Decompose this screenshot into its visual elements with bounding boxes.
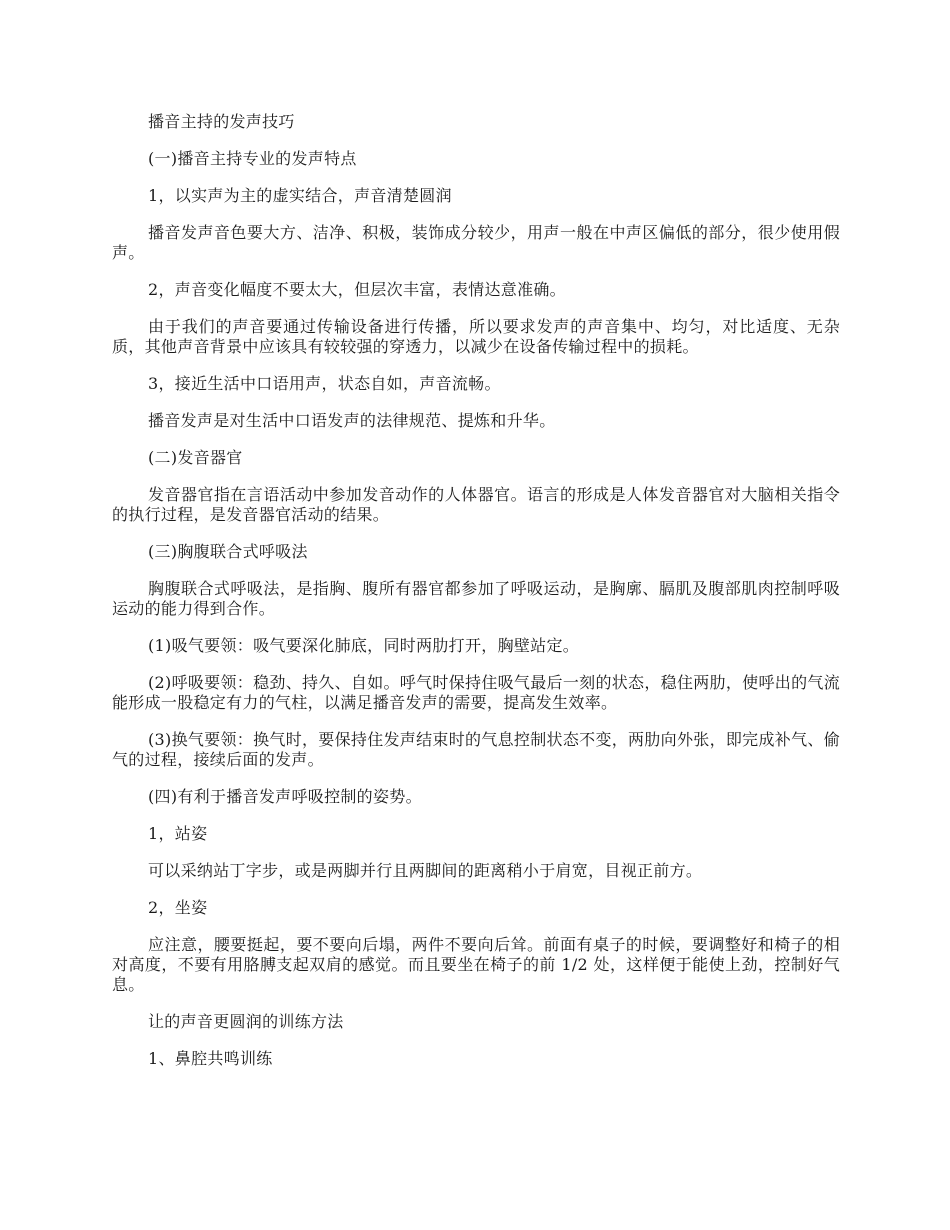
body-paragraph: 由于我们的声音要通过传输设备进行传播，所以要求发声的声音集中、均匀，对比适度、无杂质，其他声音背景中应该具有较较强的穿透力，以减少在设备传输过程中的损耗。	[112, 317, 840, 356]
section-heading: (三)胸腹联合式呼吸法	[148, 542, 308, 561]
subsection-heading: 2，声音变化幅度不要太大，但层次丰富，表情达意准确。	[148, 280, 566, 299]
document-page	[112, 112, 840, 1086]
list-item: (3)换气要领：换气时，要保持住发声结束时的气息控制状态不变，两肋向外张，即完成补气、偷气的过程，接续后面的发声。	[112, 730, 840, 769]
subsection-heading: 1、鼻腔共鸣训练	[148, 1049, 273, 1068]
body-paragraph: 应注意，腰要挺起，要不要向后塌，两件不要向后耸。前面有桌子的时候，要调整好和椅子的相对高度，不要有用胳膊支起双肩的感觉。而且要坐在椅子的前 1/2 处，这样便于能使上劲，控制好气息。	[112, 935, 840, 994]
section-heading: (一)播音主持专业的发声特点	[148, 149, 357, 168]
subsection-heading: 2，坐姿	[148, 898, 208, 917]
subsection-heading: 1，站姿	[148, 824, 208, 843]
list-item: (1)吸气要领：吸气要深化肺底，同时两肋打开，胸壁站定。	[148, 636, 580, 655]
section-heading: (四)有利于播音发声呼吸控制的姿势。	[148, 787, 422, 806]
body-paragraph: 发音器官指在言语活动中参加发音动作的人体器官。语言的形成是人体发音器官对大脑相关指令的执行过程，是发音器官活动的结果。	[112, 485, 840, 524]
section-heading: 让的声音更圆润的训练方法	[148, 1012, 344, 1031]
body-paragraph: 播音发声音色要大方、洁净、积极，装饰成分较少，用声一般在中声区偏低的部分，很少使用假声。	[112, 223, 840, 262]
subsection-heading: 3，接近生活中口语用声，状态自如，声音流畅。	[148, 374, 501, 393]
document-title: 播音主持的发声技巧	[148, 112, 295, 131]
list-item: (2)呼吸要领：稳劲、持久、自如。呼气时保持住吸气最后一刻的状态，稳住两肋，使呼出的气流能形成一股稳定有力的气柱，以满足播音发声的需要，提高发生效率。	[112, 673, 840, 712]
body-paragraph: 播音发声是对生活中口语发声的法律规范、提炼和升华。	[148, 411, 556, 430]
body-paragraph: 可以采纳站丁字步，或是两脚并行且两脚间的距离稍小于肩宽，目视正前方。	[148, 861, 703, 880]
body-paragraph: 胸腹联合式呼吸法，是指胸、腹所有器官都参加了呼吸运动，是胸廓、膈肌及腹部肌肉控制呼吸运动的能力得到合作。	[112, 579, 840, 618]
subsection-heading: 1，以实声为主的虚实结合，声音清楚圆润	[148, 186, 452, 205]
section-heading: (二)发音器官	[148, 448, 243, 467]
